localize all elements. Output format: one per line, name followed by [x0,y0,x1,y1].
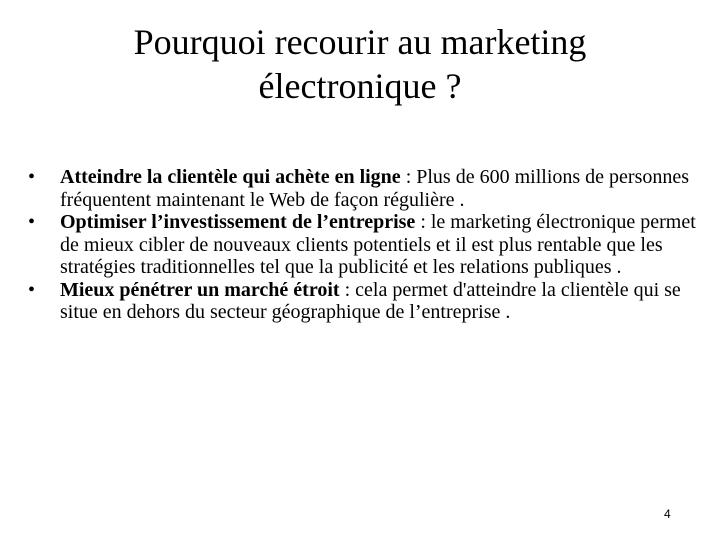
slide-title-line-1: Pourquoi recourir au marketing [133,22,587,62]
bullet-separator: : [400,166,417,188]
bullet-item [26,166,696,211]
bullet-heading: Mieux pénétrer un marché étroit [60,278,340,301]
slide-title-line-2: électronique ? [258,66,462,106]
bullet-text: le marketing électronique permet de mieux cibler de nouveaux clients potentiels et il est plus rentable que les stratégies traditionnelles tel que la publicité et les relations publiques . [60,211,696,278]
bullet-icon: • [28,166,36,188]
bullet-text: Plus de 600 millions de personnes fréquentent maintenant le Web de façon régulière . [60,166,690,211]
bullet-icon: • [28,278,36,301]
bullet-heading: Atteindre la clientèle qui achète en ligne [60,166,401,188]
bullet-item [26,211,696,279]
bullet-separator: : [415,211,431,233]
bullet-heading: Optimiser l’investissement de l’entreprise [60,211,416,233]
bullet-item [26,279,696,324]
bullet-list [26,166,696,324]
bullet-icon: • [28,211,36,233]
bullet-text: cela permet d'atteindre la clientèle qui se situe en dehors du secteur géographique de l’entreprise . [60,278,681,323]
bullet-separator: : [339,278,356,301]
page-number: 4 [664,507,671,521]
slide-title [40,20,680,108]
